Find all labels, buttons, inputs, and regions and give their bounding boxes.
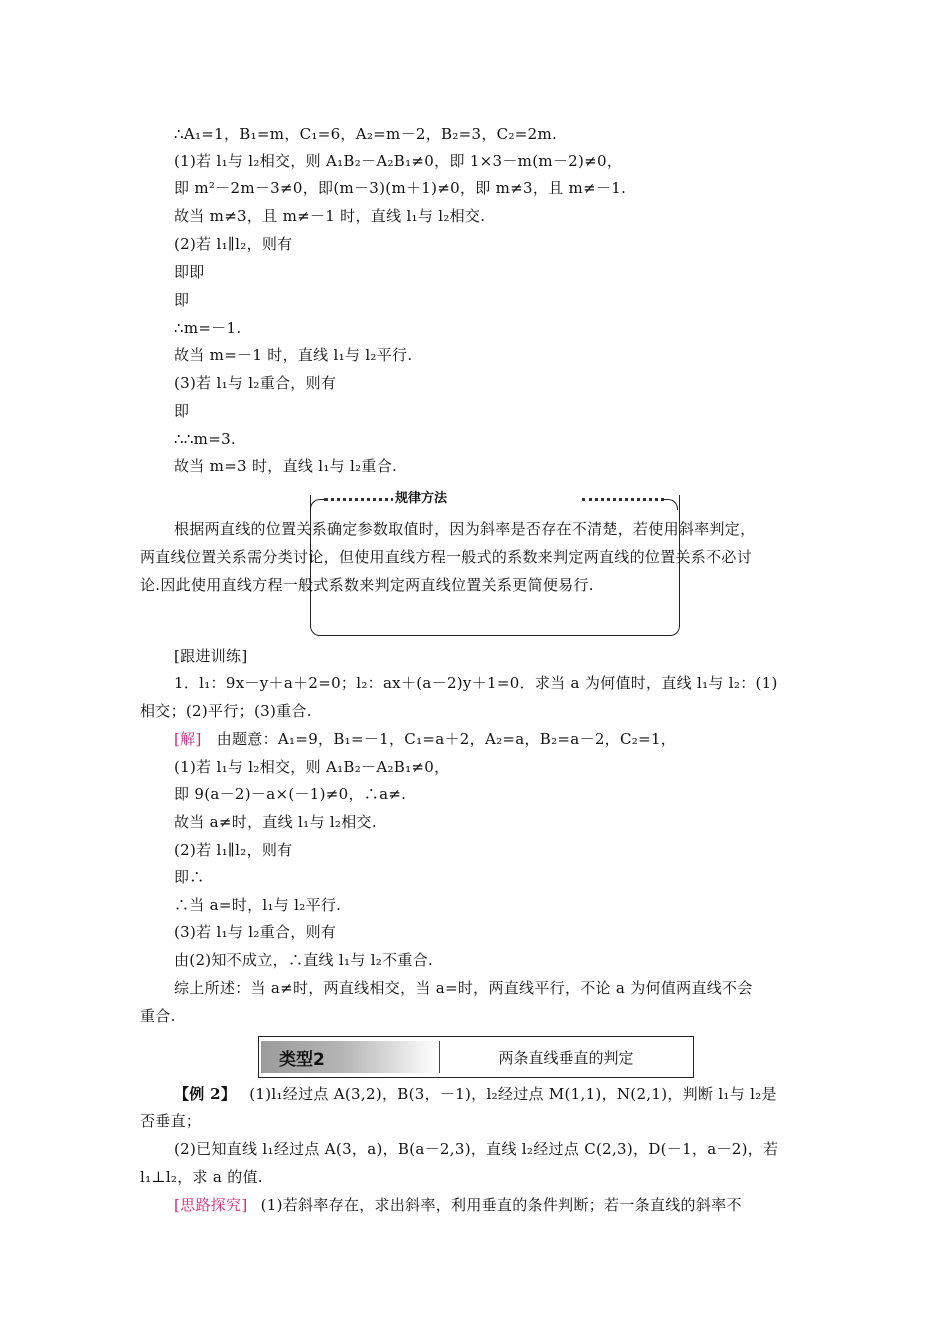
type-banner	[258, 1036, 694, 1078]
example-line: (2)已知直线 l₁经过点 A(3，a)，B(a－2,3)，直线 l₂经过点 C(2,3)，D(－1，a－2)，若	[174, 1140, 779, 1158]
type-divider	[439, 1041, 440, 1073]
example-tag: 【例 2】	[174, 1085, 237, 1103]
solution-line: (1)若 l₁与 l₂相交，则 A₁B₂－A₂B₁≠0，即 1×3－m(m－2)≠0，	[174, 152, 623, 170]
type-label: 类型2	[279, 1050, 325, 1070]
example-text: (1)l₁经过点 A(3,2)，B(3，－1)，l₂经过点 M(1,1)，N(2,1)，判断 l₁与 l₂是	[249, 1085, 777, 1103]
question-text: 1．l₁：9x－y＋a＋2=0；l₂：ax＋(a－2)y＋1=0．求当 a 为何值时，直线 l₁与 l₂：(1)	[174, 674, 778, 692]
example-line: 否垂直；	[140, 1112, 202, 1130]
solution-line: 由(2)知不成立，∴直线 l₁与 l₂不重合.	[174, 951, 434, 969]
solution-line: 即 m²－2m－3≠0，即(m－3)(m＋1)≠0，即 m≠3，且 m≠－1.	[174, 179, 627, 197]
example-line	[174, 1084, 777, 1104]
solution-line: 即∴	[174, 868, 205, 886]
solution-line: 即 9(a－2)－a×(－1)≠0，∴a≠.	[174, 785, 407, 803]
solution-line: 即即	[174, 263, 205, 281]
method-text: 两直线位置关系需分类讨论，但使用直线方程一般式的系数来判定两直线的位置关系不必讨	[140, 548, 753, 566]
summary-text: 重合.	[140, 1007, 176, 1025]
summary-text: 综上所述：当 a≠时，两直线相交，当 a=时，两直线平行，不论 a 为何值两直线不会	[174, 979, 753, 997]
solution-line: 故当 a≠时，直线 l₁与 l₂相交.	[174, 813, 377, 831]
hint-tag: [思路探究]	[174, 1196, 248, 1214]
solution-line: 故当 m≠3，且 m≠－1 时，直线 l₁与 l₂相交.	[174, 207, 486, 225]
practice-heading: [跟进训练]	[174, 647, 248, 665]
hint-text: (1)若斜率存在，求出斜率，利用垂直的条件判断；若一条直线的斜率不	[260, 1196, 742, 1214]
solution-line: ∴A₁=1，B₁=m，C₁=6，A₂=m－2，B₂=3，C₂=2m.	[174, 125, 558, 143]
solution-line: ∴当 a=时，l₁与 l₂平行.	[174, 896, 342, 914]
example-line: l₁⊥l₂，求 a 的值.	[140, 1168, 263, 1186]
type-title: 两条直线垂直的判定	[498, 1049, 634, 1067]
solution-line: (2)若 l₁∥l₂，则有	[174, 235, 293, 253]
type-label-bg	[261, 1041, 437, 1073]
question-text: 相交；(2)平行；(3)重合.	[140, 702, 312, 720]
solution-line: ∴m=－1.	[174, 319, 242, 337]
solution-line: 故当 m=3 时，直线 l₁与 l₂重合.	[174, 457, 398, 475]
method-title: 规律方法	[393, 487, 449, 506]
solution-line: 即	[174, 402, 190, 420]
method-text: 论.因此使用直线方程一般式系数来判定两直线位置关系更简便易行.	[140, 576, 594, 594]
solution-line: (2)若 l₁∥l₂，则有	[174, 841, 293, 859]
method-box-header	[310, 495, 678, 509]
solution-intro	[174, 729, 676, 749]
solution-tag: [解]	[174, 730, 202, 748]
solution-line: (1)若 l₁与 l₂相交，则 A₁B₂－A₂B₁≠0，	[174, 758, 450, 776]
solution-line: ∴∴m=3.	[174, 430, 236, 448]
hint-line	[174, 1195, 742, 1215]
solution-intro-text: 由题意：A₁=9，B₁=－1，C₁=a＋2，A₂=a，B₂=a－2，C₂=1，	[216, 730, 677, 748]
solution-line: 即	[174, 291, 190, 309]
method-text: 根据两直线的位置关系确定参数取值时，因为斜率是否存在不清楚，若使用斜率判定，	[174, 520, 756, 538]
solution-line: (3)若 l₁与 l₂重合，则有	[174, 923, 337, 941]
solution-line: 故当 m=－1 时，直线 l₁与 l₂平行.	[174, 346, 413, 364]
solution-line: (3)若 l₁与 l₂重合，则有	[174, 374, 337, 392]
